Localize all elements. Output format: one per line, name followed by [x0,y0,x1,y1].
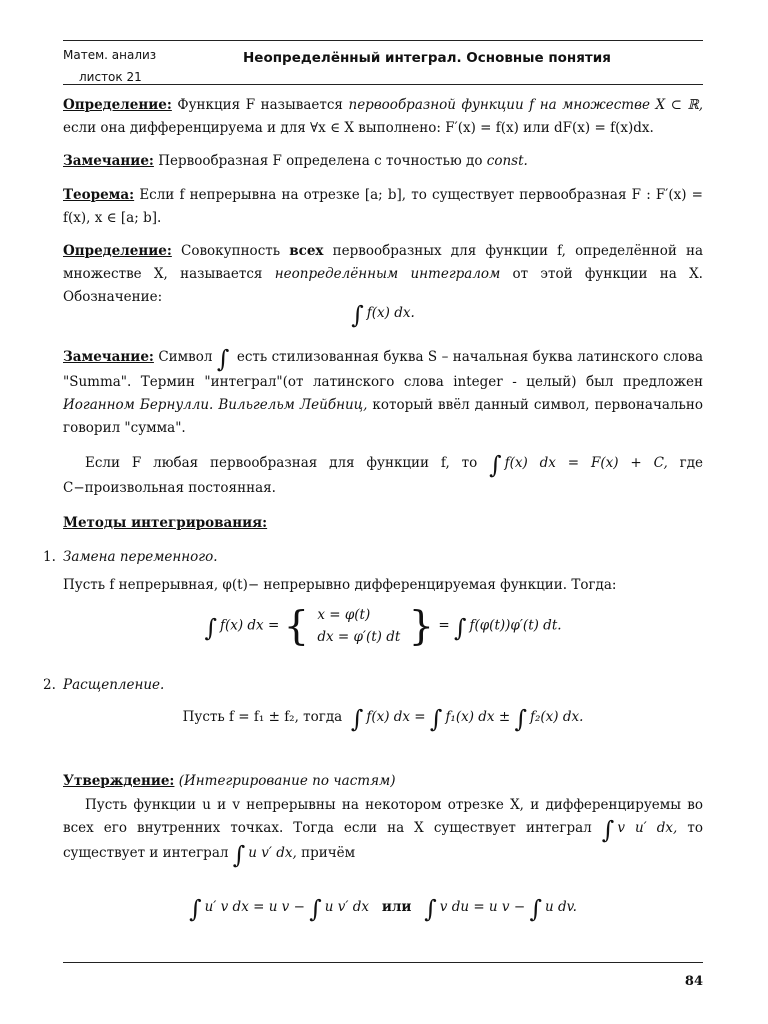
page-title: Неопределённый интеграл. Основные понятия [243,50,611,66]
integral-sign: ∫ [350,705,364,733]
integral-sign: ∫ [453,613,467,642]
page-number: 84 [684,974,703,989]
header-bottom-rule [63,84,703,85]
methods-section [63,512,703,535]
integral-sign: ∫ [351,301,364,329]
subject-label: Матем. анализ [63,48,157,62]
header-left [63,44,156,88]
integral-sign: ∫ [309,895,322,923]
claim-heading: Утверждение: (Интегрирование по частям) [63,773,396,789]
integral-sign: ∫ [424,895,437,923]
integral-sign: ∫ [189,895,202,923]
list-number: 2. [43,677,56,693]
integral-notation: ∫ f(x) dx. [351,301,415,329]
methods-title: Методы интегрирования: [63,515,268,531]
antiderivative-paragraph: Если F любая первообразная для функции f, то ∫ f(x) dx = F(x) + C, где C−произвольная постоянная. [63,451,704,496]
integration-by-parts-formula: ∫ u′ v dx = u v − ∫ u v′ dx или ∫ v du = u v − ∫ u dv. [189,895,577,923]
theorem-label: Теорема: [63,187,135,203]
integral-sign: ∫ [429,705,443,733]
method-1-text: Пусть f непрерывная, φ(t)− непрерывно дифференцируемая функции. Тогда: [63,577,617,593]
remark-1: Замечание: Первообразная F определена с точностью до const. [63,153,528,169]
integral-sign: ∫ [489,451,502,479]
definition-label: Определение: [63,243,172,259]
document-page [43,0,704,1024]
header-top-rule [63,40,703,41]
integral-sign: ∫ [216,345,230,373]
integral-sign: ∫ [232,841,246,869]
footer-rule [63,962,703,963]
sheet-label: листок 21 [79,70,142,84]
splitting-formula: Пусть f = f₁ ± f₂, тогда ∫ f(x) dx = ∫ f₁(x) dx ± ∫ f₂(x) dx. [182,705,584,733]
method-2: 2. Расщепление. [63,674,703,697]
substitution-formula: ∫ f(x) dx = { x = φ(t) dx = φ′(t) dt } = ∫ f(φ(t))φ′(t) dt. [204,603,562,650]
definition-label: Определение: [63,97,172,113]
integral-sign: ∫ [529,895,542,923]
claim-label: Утверждение: [63,773,175,789]
remark-label: Замечание: [63,349,154,365]
theorem: Теорема: Если f непрерывна на отрезке [a; b], то существует первообразная F : F′(x) = f(x), x ∈ [a; b]. [63,187,703,226]
definition-1: Определение: Функция F называется первообразной функции f на множестве X ⊂ ℝ, если она дифференцируема и для ∀x ∈ X выполнено: F′(x) = f(x) или dF(x) = f(x)dx. [63,97,703,136]
definition-2: Определение: Совокупность всех первообразных для функции f, определённой на множестве X, называется неопределённым интегралом от этой функции на X. Обозначение: [63,243,704,305]
method-1: 1. Замена переменного. [63,546,703,569]
integral-sign: ∫ [601,816,615,844]
claim-text: Пусть функции u и v непрерывны на некотором отрезке X, и дифференцируемы во всех его внутренних точках. Тогда если на X существует интеграл ∫ v u′ dx, то существует и интеграл ∫ u v′ dx, причём [63,797,703,869]
remark-label: Замечание: [63,153,154,169]
list-number: 1. [43,549,56,565]
remark-2: Замечание: Символ ∫ есть стилизованная буква S – начальная буква латинского слова "Summa". Термин "интеграл"(от латинского слова integer - целый) был предложен Иоганном Бернулли. Вильгельм Лейбниц, который ввёл данный символ, первоначально говорил "сумма". [63,345,703,436]
integral-sign: ∫ [204,613,217,642]
integral-sign: ∫ [514,705,527,733]
